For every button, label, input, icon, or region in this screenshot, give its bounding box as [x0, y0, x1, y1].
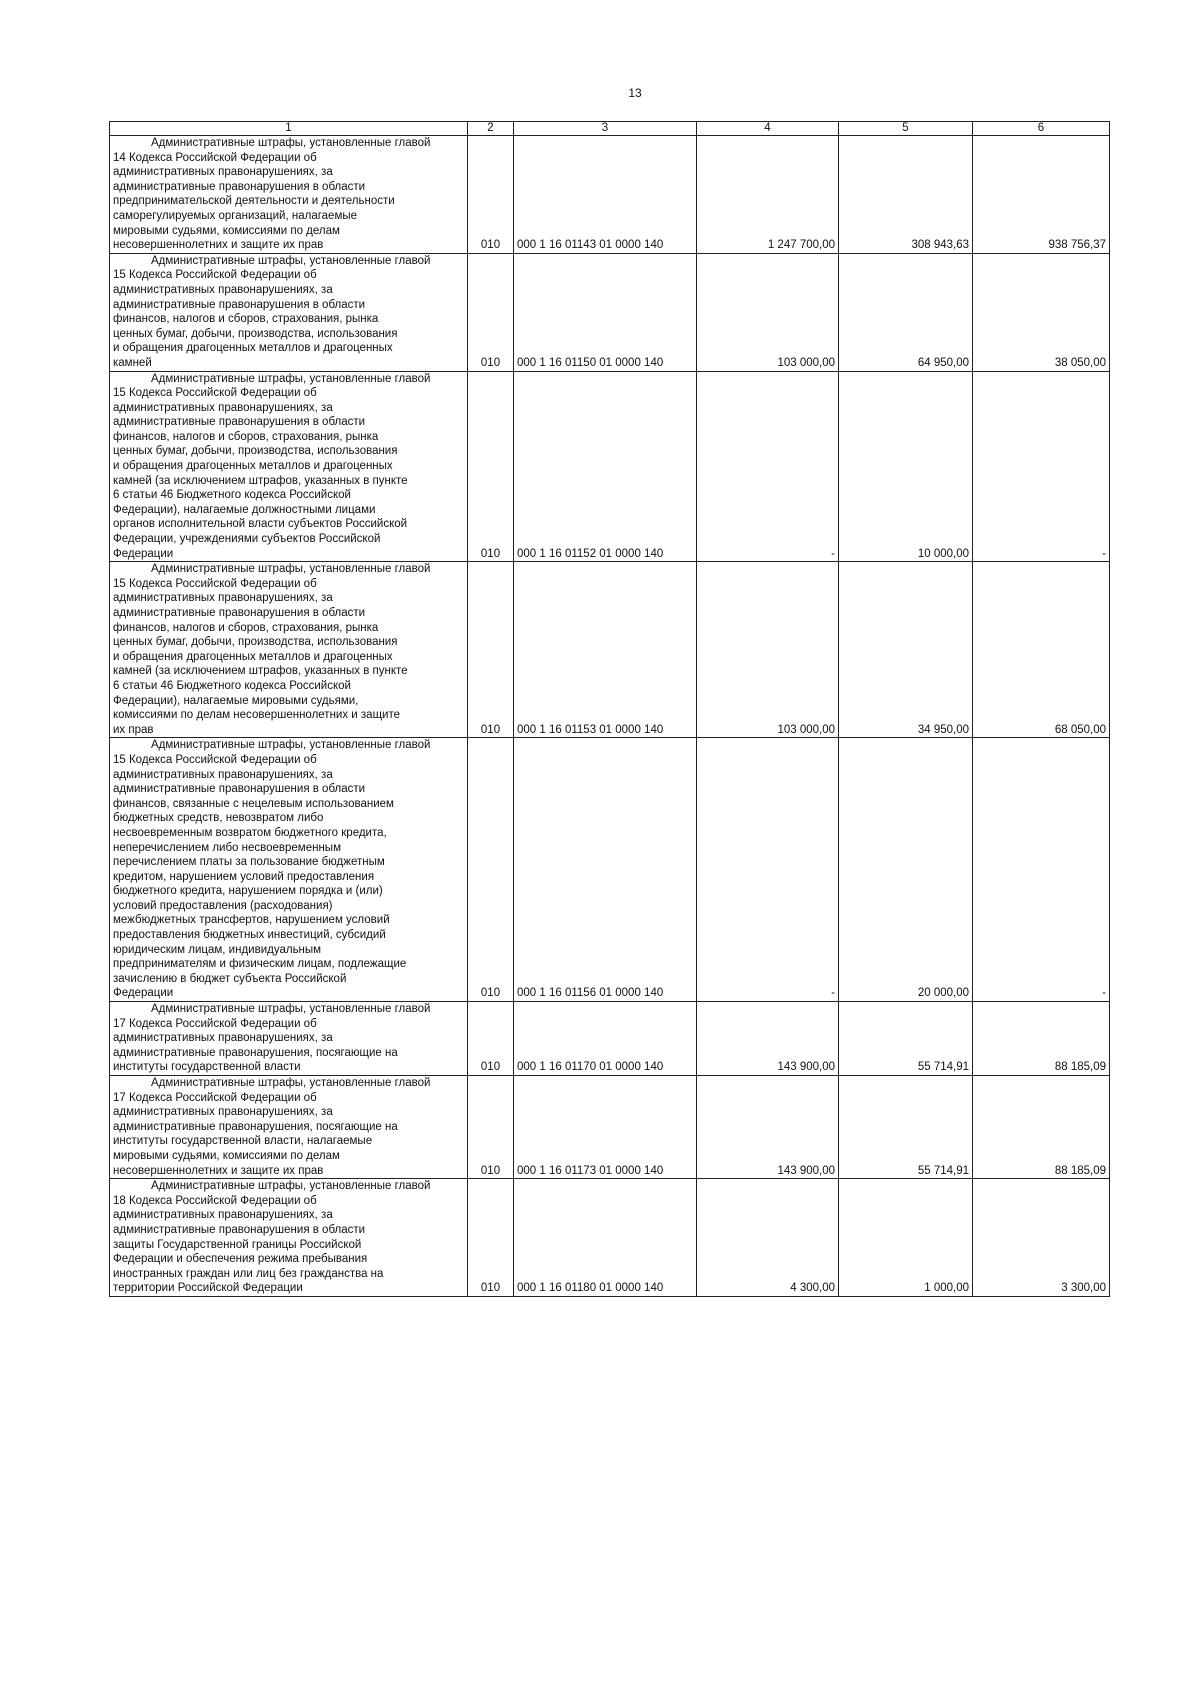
description-line: ценных бумаг, добычи, производства, использования: [113, 636, 398, 649]
header-col-1: 1: [110, 122, 468, 136]
description-line: административные правонарушения в области: [113, 298, 366, 311]
row-description: [110, 1002, 468, 1076]
description-line: их прав: [113, 723, 154, 736]
row-value-col-5: 64 950,00: [839, 253, 973, 371]
row-code: 010: [468, 1002, 514, 1076]
description-line: административных правонарушениях, за: [113, 768, 333, 781]
row-budget-code: 000 1 16 01180 01 0000 140: [514, 1179, 697, 1297]
row-value-col-4: 103 000,00: [697, 253, 839, 371]
row-value-col-4: 143 900,00: [697, 1076, 839, 1179]
description-line: комиссиями по делам несовершеннолетних и защите: [113, 709, 400, 722]
row-code: 010: [468, 1179, 514, 1297]
row-value-col-6: 88 185,09: [973, 1076, 1110, 1179]
table-row: [110, 253, 1110, 371]
row-description: [110, 1179, 468, 1297]
row-description: [110, 738, 468, 1002]
table-row: [110, 371, 1110, 562]
description-line: административных правонарушениях, за: [113, 401, 333, 414]
description-line: предпринимателям и физическим лицам, подлежащие: [113, 958, 407, 971]
description-line: финансов, связанные с нецелевым использованием: [113, 797, 394, 810]
description-line: перечислением платы за пользование бюджетным: [113, 856, 385, 869]
description-line: предоставления бюджетных инвестиций, субсидий: [113, 929, 386, 942]
description-line: несовершеннолетних и защите их прав: [113, 1164, 324, 1177]
description-line: административных правонарушениях, за: [113, 283, 333, 296]
description-line: 15 Кодекса Российской Федерации об: [113, 269, 317, 282]
header-col-3: 3: [514, 122, 697, 136]
row-value-col-5: 308 943,63: [839, 136, 973, 254]
description-line: 14 Кодекса Российской Федерации об: [113, 151, 317, 164]
table-row: [110, 1179, 1110, 1297]
description-line: бюджетного кредита, нарушением порядка и (или): [113, 885, 383, 898]
row-value-col-6: 68 050,00: [973, 562, 1110, 738]
row-budget-code: 000 1 16 01150 01 0000 140: [514, 253, 697, 371]
description-line: финансов, налогов и сборов, страхования, рынка: [113, 621, 379, 634]
page-number: 13: [628, 86, 642, 100]
description-line: Федерации, учреждениями субъектов Российской: [113, 533, 381, 546]
row-value-col-6: 88 185,09: [973, 1002, 1110, 1076]
description-line: административные правонарушения в области: [113, 180, 366, 193]
description-line: несвоевременным возвратом бюджетного кредита,: [113, 826, 387, 839]
description-line: органов исполнительной власти субъектов Российской: [113, 518, 408, 531]
row-budget-code: 000 1 16 01152 01 0000 140: [514, 371, 697, 562]
description-line: Административные штрафы, установленные главой: [151, 254, 431, 267]
description-line: административные правонарушения в области: [113, 783, 366, 796]
description-line: Административные штрафы, установленные главой: [151, 1180, 431, 1193]
description-line: административные правонарушения в области: [113, 607, 366, 619]
row-code: 010: [468, 253, 514, 371]
description-line: ценных бумаг, добычи, производства, использования: [113, 445, 398, 458]
description-line: Федерации), налагаемые должностными лицами: [113, 503, 376, 516]
description-line: и обращения драгоценных металлов и драгоценных: [113, 650, 393, 663]
description-line: административные правонарушения в области: [113, 416, 366, 429]
description-line: 17 Кодекса Российской Федерации об: [113, 1091, 317, 1104]
description-line: Федерации и обеспечения режима пребывания: [113, 1253, 368, 1266]
description-line: административные правонарушения, посягающие на: [113, 1046, 398, 1059]
row-code: 010: [468, 562, 514, 738]
row-value-col-6: -: [973, 371, 1110, 562]
header-col-5: 5: [839, 122, 973, 136]
description-line: защиты Государственной границы Российской: [113, 1238, 362, 1251]
description-line: административных правонарушениях, за: [113, 1032, 333, 1045]
description-line: Административные штрафы, установленные главой: [151, 563, 431, 576]
description-line: неперечислением либо несвоевременным: [113, 841, 341, 854]
row-budget-code: 000 1 16 01173 01 0000 140: [514, 1076, 697, 1179]
description-line: Административные штрафы, установленные главой: [151, 1003, 431, 1016]
description-line: 6 статьи 46 Бюджетного кодекса Российской: [113, 679, 351, 692]
description-line: несовершеннолетних и защите их прав: [113, 239, 324, 252]
description-line: 15 Кодекса Российской Федерации об: [113, 387, 317, 400]
row-value-col-5: 1 000,00: [839, 1179, 973, 1297]
header-col-6: 6: [973, 122, 1110, 136]
description-line: Федерации: [113, 547, 174, 560]
description-line: камней (за исключением штрафов, указанных в пункте: [113, 665, 408, 678]
description-line: территории Российской Федерации: [113, 1282, 303, 1295]
row-budget-code: 000 1 16 01170 01 0000 140: [514, 1002, 697, 1076]
row-value-col-4: 103 000,00: [697, 562, 839, 738]
description-line: финансов, налогов и сборов, страхования, рынка: [113, 430, 379, 443]
description-line: Административные штрафы, установленные главой: [151, 137, 431, 149]
revenue-table: [109, 121, 1110, 1297]
description-line: 18 Кодекса Российской Федерации об: [113, 1194, 317, 1207]
table-row: [110, 1002, 1110, 1076]
description-line: и обращения драгоценных металлов и драгоценных: [113, 342, 393, 355]
row-value-col-4: 143 900,00: [697, 1002, 839, 1076]
description-line: бюджетных средств, невозвратом либо: [113, 812, 324, 825]
row-description: [110, 562, 468, 738]
description-line: административных правонарушениях, за: [113, 592, 333, 605]
row-code: 010: [468, 1076, 514, 1179]
description-line: Федерации), налагаемые мировыми судьями,: [113, 694, 359, 707]
row-value-col-5: 20 000,00: [839, 738, 973, 1002]
row-description: [110, 1076, 468, 1179]
table-row: [110, 136, 1110, 254]
description-line: предпринимательской деятельности и деятельности: [113, 195, 395, 208]
row-description: [110, 253, 468, 371]
row-value-col-5: 10 000,00: [839, 371, 973, 562]
description-line: саморегулируемых организаций, налагаемые: [113, 209, 358, 222]
description-line: Административные штрафы, установленные главой: [151, 1077, 431, 1089]
description-line: иностранных граждан или лиц без гражданства на: [113, 1267, 384, 1280]
description-line: Административные штрафы, установленные главой: [151, 372, 431, 385]
description-line: административных правонарушениях, за: [113, 1209, 333, 1222]
row-budget-code: 000 1 16 01153 01 0000 140: [514, 562, 697, 738]
row-value-col-4: 4 300,00: [697, 1179, 839, 1297]
table-row: [110, 738, 1110, 1002]
description-line: 15 Кодекса Российской Федерации об: [113, 577, 317, 590]
table-header-row: [110, 122, 1110, 136]
row-value-col-6: 3 300,00: [973, 1179, 1110, 1297]
row-value-col-4: -: [697, 371, 839, 562]
description-line: 17 Кодекса Российской Федерации об: [113, 1017, 317, 1030]
row-code: 010: [468, 371, 514, 562]
description-line: институты государственной власти, налагаемые: [113, 1135, 373, 1148]
table-row: [110, 1076, 1110, 1179]
row-value-col-6: -: [973, 738, 1110, 1002]
description-line: межбюджетных трансфертов, нарушением условий: [113, 914, 390, 927]
description-line: финансов, налогов и сборов, страхования, рынка: [113, 313, 379, 326]
description-line: ценных бумаг, добычи, производства, использования: [113, 327, 398, 340]
row-value-col-6: 938 756,37: [973, 136, 1110, 254]
row-value-col-6: 38 050,00: [973, 253, 1110, 371]
table-row: [110, 562, 1110, 738]
description-line: мировыми судьями, комиссиями по делам: [113, 224, 340, 237]
row-code: 010: [468, 136, 514, 254]
description-line: камней: [113, 356, 152, 369]
description-line: камней (за исключением штрафов, указанных в пункте: [113, 474, 408, 487]
description-line: Федерации: [113, 987, 174, 1000]
description-line: мировыми судьями, комиссиями по делам: [113, 1149, 340, 1162]
description-line: административных правонарушениях, за: [113, 166, 333, 179]
description-line: юридическим лицам, индивидуальным: [113, 943, 322, 956]
header-col-4: 4: [697, 122, 839, 136]
row-value-col-5: 55 714,91: [839, 1076, 973, 1179]
description-line: Административные штрафы, установленные главой: [151, 739, 431, 752]
description-line: административных правонарушениях, за: [113, 1106, 333, 1119]
row-value-col-5: 34 950,00: [839, 562, 973, 738]
row-value-col-5: 55 714,91: [839, 1002, 973, 1076]
row-description: [110, 371, 468, 562]
description-line: административные правонарушения в области: [113, 1223, 366, 1236]
row-value-col-4: -: [697, 738, 839, 1002]
description-line: институты государственной власти: [113, 1061, 301, 1074]
row-description: [110, 136, 468, 254]
description-line: 6 статьи 46 Бюджетного кодекса Российской: [113, 489, 351, 502]
row-value-col-4: 1 247 700,00: [697, 136, 839, 254]
description-line: 15 Кодекса Российской Федерации об: [113, 753, 317, 766]
description-line: условий предоставления (расходования): [113, 899, 333, 912]
header-col-2: 2: [468, 122, 514, 136]
description-line: административные правонарушения, посягающие на: [113, 1120, 398, 1133]
description-line: и обращения драгоценных металлов и драгоценных: [113, 460, 393, 473]
description-line: кредитом, нарушением условий предоставления: [113, 870, 375, 883]
table-body: [110, 136, 1110, 1297]
row-budget-code: 000 1 16 01156 01 0000 140: [514, 738, 697, 1002]
row-budget-code: 000 1 16 01143 01 0000 140: [514, 136, 697, 254]
row-code: 010: [468, 738, 514, 1002]
description-line: зачислению в бюджет субъекта Российской: [113, 972, 347, 985]
